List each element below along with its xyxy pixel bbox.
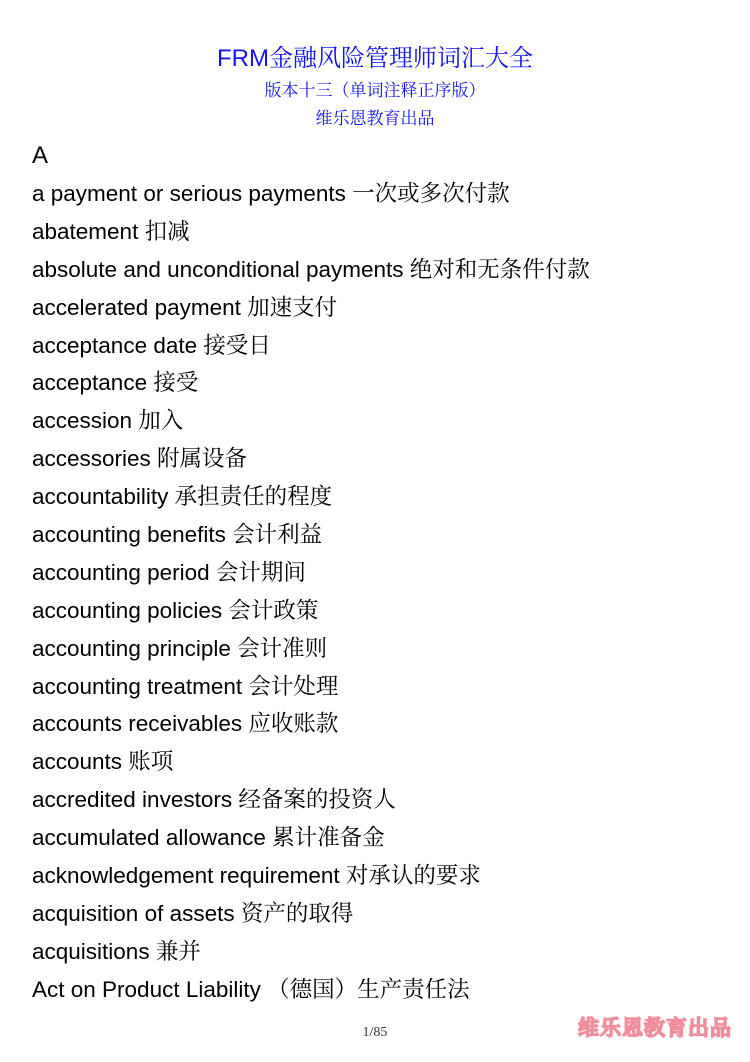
vocabulary-entry: accessories 附属设备 bbox=[32, 446, 248, 472]
vocabulary-entry: accounting policies 会计政策 bbox=[32, 597, 319, 623]
vocabulary-entry: accession 加入 bbox=[32, 408, 184, 434]
section-heading-letter: A bbox=[32, 142, 49, 169]
vocabulary-entry: accounting period 会计期间 bbox=[32, 559, 306, 585]
page-number: 1/85 bbox=[362, 1025, 388, 1040]
vocabulary-entry: a payment or serious payments 一次或多次付款 bbox=[32, 181, 510, 206]
vocabulary-entry: abatement 扣减 bbox=[32, 218, 190, 244]
vocabulary-entry: acquisitions 兼并 bbox=[32, 938, 201, 964]
vocabulary-entry: accredited investors 经备案的投资人 bbox=[32, 787, 396, 813]
vocabulary-entry: absolute and unconditional payments 绝对和无条件付款 bbox=[32, 256, 590, 282]
vocabulary-entry: acceptance date 接受日 bbox=[32, 332, 271, 358]
vocabulary-entry: accountability 承担责任的程度 bbox=[32, 484, 333, 510]
vocabulary-entry: accounting treatment 会计处理 bbox=[32, 673, 339, 699]
vocabulary-entry: acceptance 接受 bbox=[32, 370, 199, 396]
vocabulary-entry: accounting principle 会计准则 bbox=[32, 635, 328, 661]
vocabulary-entry: accounting benefits 会计利益 bbox=[32, 522, 323, 548]
document-publisher: 维乐恩教育出品 bbox=[315, 109, 435, 128]
document-title: FRM金融风险管理师词汇大全 bbox=[217, 45, 533, 72]
vocabulary-entry: accelerated payment 加速支付 bbox=[32, 294, 338, 320]
vocabulary-list bbox=[32, 175, 590, 1009]
document-subtitle: 版本十三（单词注释正序版） bbox=[264, 81, 486, 100]
vocabulary-entry: accumulated allowance 累计准备金 bbox=[32, 825, 385, 851]
vocabulary-entry: acquisition of assets 资产的取得 bbox=[32, 900, 354, 926]
vocabulary-entry: Act on Product Liability （德国）生产责任法 bbox=[32, 976, 470, 1002]
vocabulary-entry: accounts 账项 bbox=[32, 749, 174, 775]
publisher-watermark: 维乐恩教育出品 bbox=[578, 1017, 732, 1040]
vocabulary-entry: accounts receivables 应收账款 bbox=[32, 711, 339, 737]
vocabulary-entry: acknowledgement requirement 对承认的要求 bbox=[32, 863, 481, 889]
